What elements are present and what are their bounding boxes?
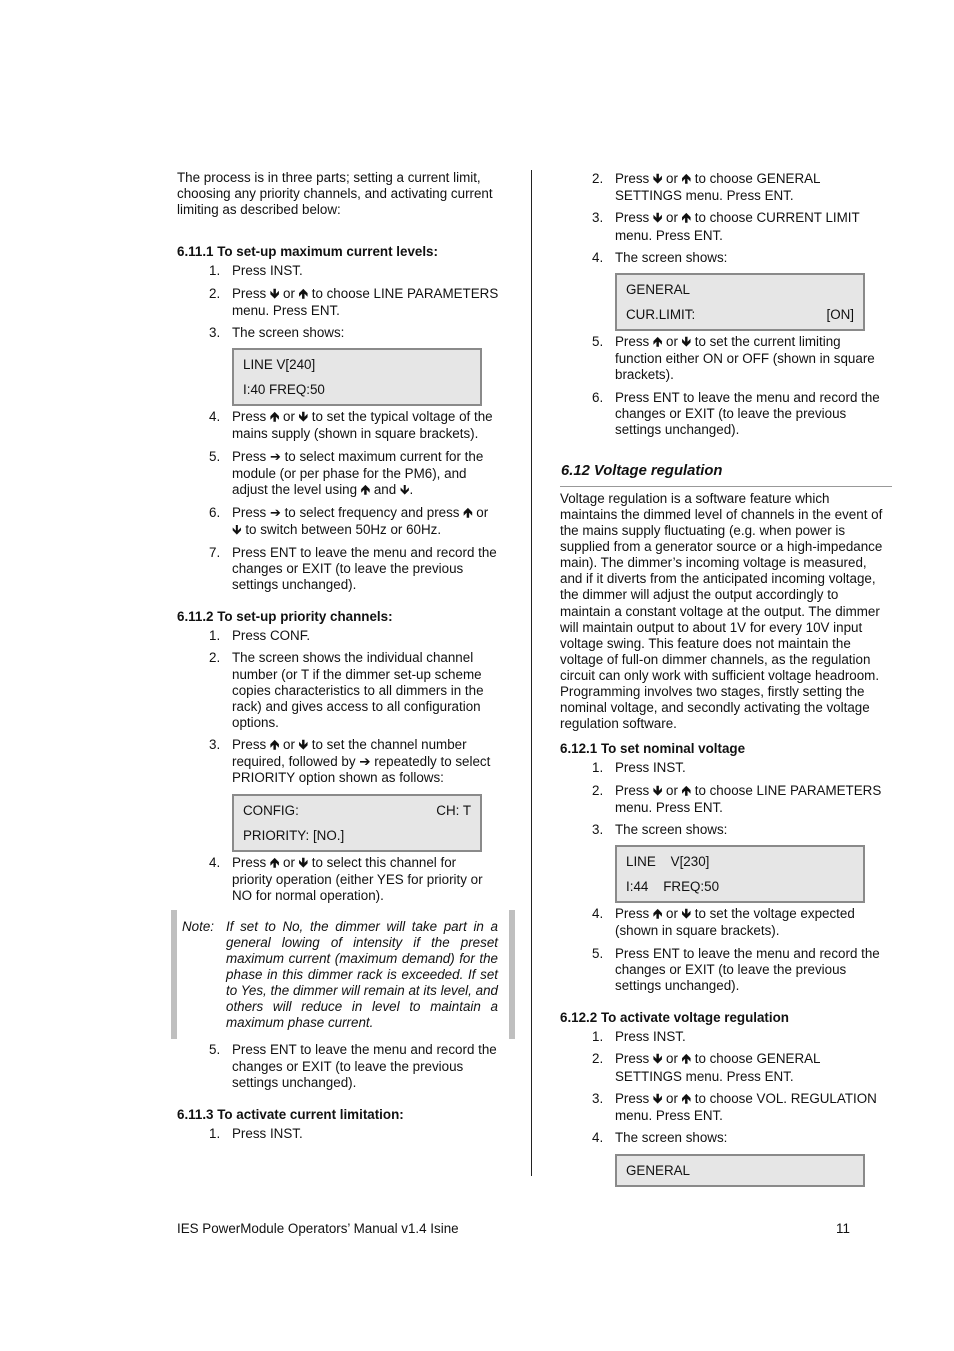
step-text: or — [662, 334, 682, 350]
arrow-icon: 🡹 — [681, 211, 691, 227]
list-item — [560, 783, 890, 816]
section-heading: 6.11.1 To set-up maximum current levels: — [177, 244, 438, 260]
arrow-icon: 🡻 — [269, 286, 280, 302]
arrow-icon: 🡻 — [652, 1091, 663, 1107]
step-number: 2. — [592, 782, 604, 798]
lcd-text: LINE V[240] — [243, 357, 316, 373]
step-text: or — [279, 854, 299, 870]
arrow-icon: 🡹 — [652, 907, 663, 923]
page-number: 11 — [836, 1221, 850, 1236]
step-text: The screen shows the individual channel number (or T if the dimmer set-up scheme copies characteristics to all dimmers in the rack) and gives access to all configuration options. — [232, 650, 484, 730]
step-text: to select this channel for priority operation (either YES for priority or NO for normal operation). — [232, 854, 483, 903]
step-text: or — [662, 210, 682, 226]
step-number: 2. — [209, 285, 221, 301]
list-item — [177, 737, 499, 786]
arrow-icon: 🡻 — [652, 783, 663, 799]
lcd-screen — [615, 1154, 865, 1187]
arrow-icon: 🡻 — [652, 172, 663, 187]
step-text: Press — [615, 782, 653, 798]
lcd-text: LINE V[230] — [626, 854, 710, 870]
step-number: 4. — [592, 249, 604, 265]
lcd-screen — [615, 845, 865, 903]
list-item — [177, 545, 499, 593]
step-text: The screen shows: — [615, 822, 728, 838]
list-item — [177, 628, 499, 644]
section-heading: 6.12.2 To activate voltage regulation — [560, 1010, 789, 1026]
list-item — [560, 1029, 890, 1045]
arrow-icon: 🡹 — [360, 482, 371, 498]
lcd-line — [243, 798, 471, 823]
step-text: or — [662, 906, 682, 922]
arrow-icon: 🡻 — [652, 1052, 663, 1068]
list-item — [560, 171, 890, 204]
arrow-icon: 🡻 — [298, 738, 308, 754]
step-text: Press ENT to leave the menu and record the changes or EXIT (to leave the previous settings unchanged). — [232, 544, 497, 592]
arrow-icon: 🡹 — [652, 335, 663, 351]
step-text: Press — [232, 409, 270, 425]
lcd-line — [626, 1158, 854, 1183]
step-number: 3. — [592, 1090, 604, 1106]
list-item — [177, 855, 499, 904]
section-title: 6.12 Voltage regulation — [561, 462, 723, 479]
list-item — [177, 1126, 499, 1142]
steps-list — [560, 171, 890, 266]
steps-list — [177, 628, 499, 786]
step-text: to select frequency and press — [280, 505, 464, 521]
arrow-icon: 🡹 — [681, 783, 691, 799]
step-text: to choose GENERAL SETTINGS menu. Press ENT. — [615, 1051, 821, 1084]
step-text: Press — [615, 1090, 653, 1106]
lcd-text: [ON] — [826, 307, 854, 323]
list-item — [560, 1051, 890, 1084]
list-item — [177, 409, 499, 442]
list-item — [560, 210, 890, 243]
arrow-icon: 🡻 — [681, 907, 691, 923]
list-item — [177, 449, 499, 499]
step-number: 3. — [209, 737, 221, 753]
arrow-icon: 🡹 — [269, 855, 280, 871]
left-column — [177, 168, 499, 1142]
step-number: 4. — [592, 906, 604, 922]
step-number: 5. — [592, 945, 604, 961]
list-item — [560, 1130, 890, 1146]
steps-list — [177, 855, 499, 904]
step-text: or 🡻 to switch between 50Hz or 60Hz. — [232, 505, 489, 538]
step-text: Press — [615, 210, 653, 226]
arrow-icon: 🡹 — [681, 1052, 691, 1068]
list-item — [177, 650, 499, 730]
arrow-icon: 🡻 — [681, 335, 691, 351]
lcd-screen — [615, 273, 865, 331]
step-text: or — [279, 285, 299, 301]
step-number: 3. — [209, 325, 221, 341]
step-text: to set the typical voltage of the mains supply (shown in square brackets). — [232, 409, 493, 442]
note-box — [171, 910, 515, 1040]
step-number: 2. — [592, 1051, 604, 1067]
step-text: to select maximum current for the module (or per phase for the PM6), and adjust the level using — [232, 448, 484, 497]
step-number: 7. — [209, 544, 221, 560]
list-item — [560, 1091, 890, 1124]
steps-list — [177, 409, 499, 593]
step-number: 3. — [592, 210, 604, 226]
lcd-text: CH: T — [436, 802, 471, 818]
step-text: to choose LINE PARAMETERS menu. Press ENT. — [232, 285, 499, 318]
steps-list — [560, 760, 890, 838]
lcd-line — [243, 352, 471, 377]
step-number: 6. — [209, 505, 221, 521]
section-heading: 6.11.2 To set-up priority channels: — [177, 609, 393, 625]
steps-list — [177, 263, 499, 341]
list-item — [560, 946, 890, 994]
step-text: Press CONF. — [232, 628, 311, 644]
section-heading: 6.12.1 To set nominal voltage — [560, 741, 746, 757]
list-item — [560, 760, 890, 776]
step-number: 2. — [209, 650, 221, 666]
step-text: or — [279, 737, 299, 753]
steps-list — [560, 334, 890, 438]
step-number: 4. — [209, 409, 221, 425]
list-item — [560, 334, 890, 383]
lcd-text: GENERAL — [626, 282, 690, 298]
step-text: to set the channel number required, followed by ➔ repeatedly to select PRIORITY option shown as follows: — [232, 737, 491, 786]
step-text: Press — [232, 505, 270, 521]
step-text: or — [279, 409, 299, 425]
step-text: or — [662, 1051, 682, 1067]
lcd-text: PRIORITY: [NO.] — [243, 827, 345, 843]
step-text: Press — [232, 854, 270, 870]
step-number: 1. — [592, 1029, 604, 1045]
step-number: 1. — [209, 628, 221, 644]
step-number: 1. — [592, 760, 604, 776]
step-text: Press ENT to leave the menu and record the changes or EXIT (to leave the previous settings unchanged). — [232, 1042, 497, 1090]
arrow-icon: 🡻 — [298, 855, 308, 871]
step-number: 4. — [209, 854, 221, 870]
arrow-icon: 🡻 — [652, 211, 663, 227]
list-item — [177, 505, 499, 538]
arrow-icon: 🡻 — [298, 410, 308, 426]
step-text: to set the voltage expected (shown in square brackets). — [615, 906, 855, 939]
arrow-icon: 🡹 — [681, 172, 691, 187]
lcd-text: I:44 FREQ:50 — [626, 879, 720, 895]
column-divider — [531, 170, 532, 1176]
lcd-text: CUR.LIMIT: — [626, 307, 696, 323]
arrow-icon: 🡹 — [681, 1091, 691, 1107]
step-number: 1. — [209, 1125, 221, 1141]
note-text: If set to No, the dimmer will take part in a general lowing of intensity if the preset maximum current (maximum demand) for the phase in this dimmer rack is exceeded. If set to Yes, the dimmer will remain at its level, and others will reduce in level to maintain a maximum phase current. — [226, 918, 498, 1031]
step-text: Press INST. — [615, 760, 686, 776]
step-text: Press — [232, 285, 270, 301]
arrow-icon: ➔ — [269, 506, 281, 522]
steps-list — [560, 1029, 890, 1146]
lcd-line — [243, 377, 471, 402]
step-text: Press — [232, 448, 270, 464]
step-text: to choose LINE PARAMETERS menu. Press ENT. — [615, 782, 882, 815]
step-text: or — [662, 782, 682, 798]
list-item — [560, 906, 890, 939]
step-text: The screen shows: — [232, 325, 345, 341]
step-text: to set the current limiting function either ON or OFF (shown in square brackets). — [615, 334, 875, 383]
step-text: Press — [232, 737, 270, 753]
list-item — [177, 286, 499, 319]
step-text: to choose GENERAL SETTINGS menu. Press ENT. — [615, 171, 821, 204]
step-text: Press ENT to leave the menu and record the changes or EXIT (to leave the previous settings unchanged). — [615, 945, 880, 993]
lcd-line — [243, 823, 471, 848]
step-number: 3. — [592, 822, 604, 838]
step-number: 5. — [209, 1042, 221, 1058]
step-number: 1. — [209, 263, 221, 279]
note-label: Note: — [182, 918, 215, 934]
intro-paragraph: The process is in three parts; setting a current limit, choosing any priority channels, and activating current limiting as described below: — [177, 170, 493, 218]
steps-list — [560, 906, 890, 994]
lcd-line — [626, 874, 854, 899]
lcd-line — [626, 302, 854, 327]
step-text: or — [662, 1090, 682, 1106]
step-text: or — [662, 171, 682, 186]
step-number: 5. — [592, 334, 604, 350]
arrow-icon: 🡹 — [269, 738, 280, 754]
body-paragraph: Voltage regulation is a software feature which maintains the dimmed level of channels in the event of the mains supply fluctuating (e.g. when power is supplied from a generator source or a high-impedance main). The dimmer’s incoming voltage is measured, and if it diverts from the anticipated incoming voltage, the dimmer will adjust the output accordingly to maintain a constant voltage at the output. The dimmer will maintain output to about 1V for every 10V input voltage swing. This feature does not maintain the voltage of full-on dimmer channels, as the regulation circuit can only work with sufficient voltage headroom. Programming involves two stages, firstly setting the nominal voltage, and secondly activating the voltage regulation software. — [560, 490, 883, 732]
lcd-text: CONFIG: — [243, 802, 299, 818]
section-title-rule — [560, 462, 892, 487]
step-number: 2. — [592, 171, 604, 186]
step-text: Press INST. — [232, 263, 303, 279]
step-text: Press ENT to leave the menu and record the changes or EXIT (to leave the previous settings unchanged). — [615, 389, 880, 437]
lcd-text: I:40 FREQ:50 — [243, 382, 325, 398]
right-column — [560, 168, 890, 1189]
step-text: The screen shows: — [615, 1130, 728, 1146]
lcd-line — [626, 849, 854, 874]
step-text: Press — [615, 334, 653, 350]
list-item — [560, 822, 890, 838]
list-item — [560, 390, 890, 438]
list-item — [177, 1042, 499, 1090]
arrow-icon: 🡹 — [298, 286, 308, 302]
step-number: 4. — [592, 1130, 604, 1146]
list-item — [177, 263, 499, 279]
list-item — [177, 325, 499, 341]
lcd-screen — [232, 348, 482, 406]
footer-title: IES PowerModule Operators’ Manual v1.4 Isine — [177, 1221, 459, 1236]
lcd-line — [626, 277, 854, 302]
step-text: Press — [615, 1051, 653, 1067]
step-text: The screen shows: — [615, 249, 728, 265]
lcd-text: GENERAL — [626, 1162, 690, 1178]
step-text: Press INST. — [232, 1125, 303, 1141]
step-text: Press — [615, 171, 653, 186]
arrow-icon: 🡹 — [269, 410, 280, 426]
arrow-icon: ➔ — [269, 449, 281, 465]
steps-list — [177, 1042, 499, 1090]
lcd-screen — [232, 794, 482, 852]
step-text: and 🡻. — [370, 481, 414, 497]
section-heading: 6.11.3 To activate current limitation: — [177, 1106, 404, 1122]
step-number: 5. — [209, 448, 221, 464]
step-text: to choose CURRENT LIMIT menu. Press ENT. — [615, 210, 860, 243]
arrow-icon: 🡹 — [463, 506, 473, 522]
step-number: 6. — [592, 389, 604, 405]
step-text: Press INST. — [615, 1029, 686, 1045]
steps-list — [177, 1126, 499, 1142]
list-item — [560, 250, 890, 266]
step-text: to choose VOL. REGULATION menu. Press ENT. — [615, 1090, 877, 1124]
step-text: Press — [615, 906, 653, 922]
